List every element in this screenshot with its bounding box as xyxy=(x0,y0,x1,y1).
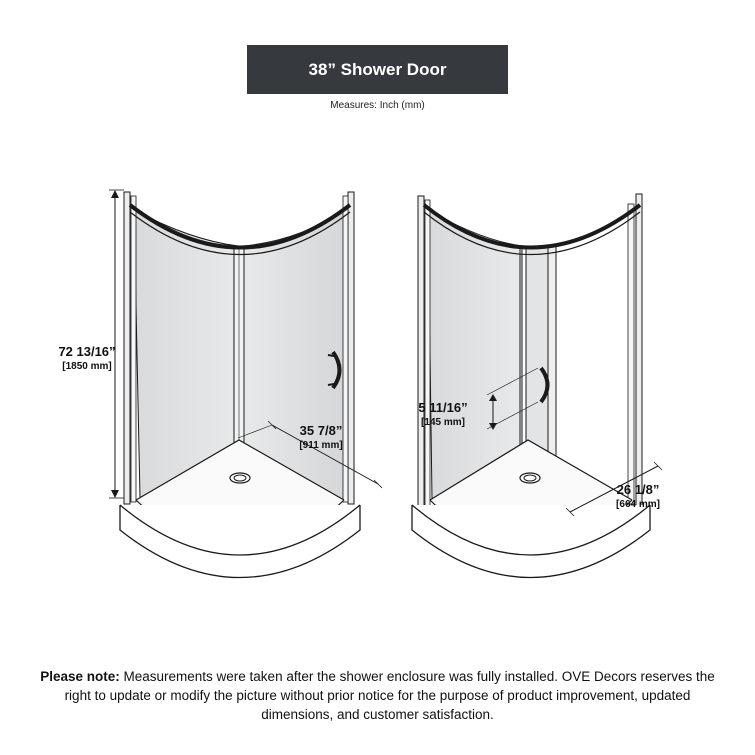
disclaimer-note xyxy=(40,667,715,724)
depth-dimension-label: 35 7/8” [911 mm] xyxy=(299,423,343,451)
units-note: Measures: Inch (mm) xyxy=(330,100,425,111)
left-enclosure xyxy=(109,190,382,578)
right-enclosure xyxy=(412,194,662,578)
handle-dimension-label: 5 11/16” [145 mm] xyxy=(418,400,468,428)
opening-dimension-label: 26 1/8” [664 mm] xyxy=(616,482,660,510)
page-title: 38” Shower Door xyxy=(308,59,447,79)
height-dimension-label: 72 13/16” [1850 mm] xyxy=(58,344,116,372)
disclaimer-text: Measurements were taken after the shower enclosure was fully installed. OVE Decors reserves the right to update or modify the picture without prior notice for the purpose of product improvement, updated dimensions, and customer satisfaction. xyxy=(64,669,715,722)
disclaimer-label: Please note: xyxy=(40,669,120,684)
